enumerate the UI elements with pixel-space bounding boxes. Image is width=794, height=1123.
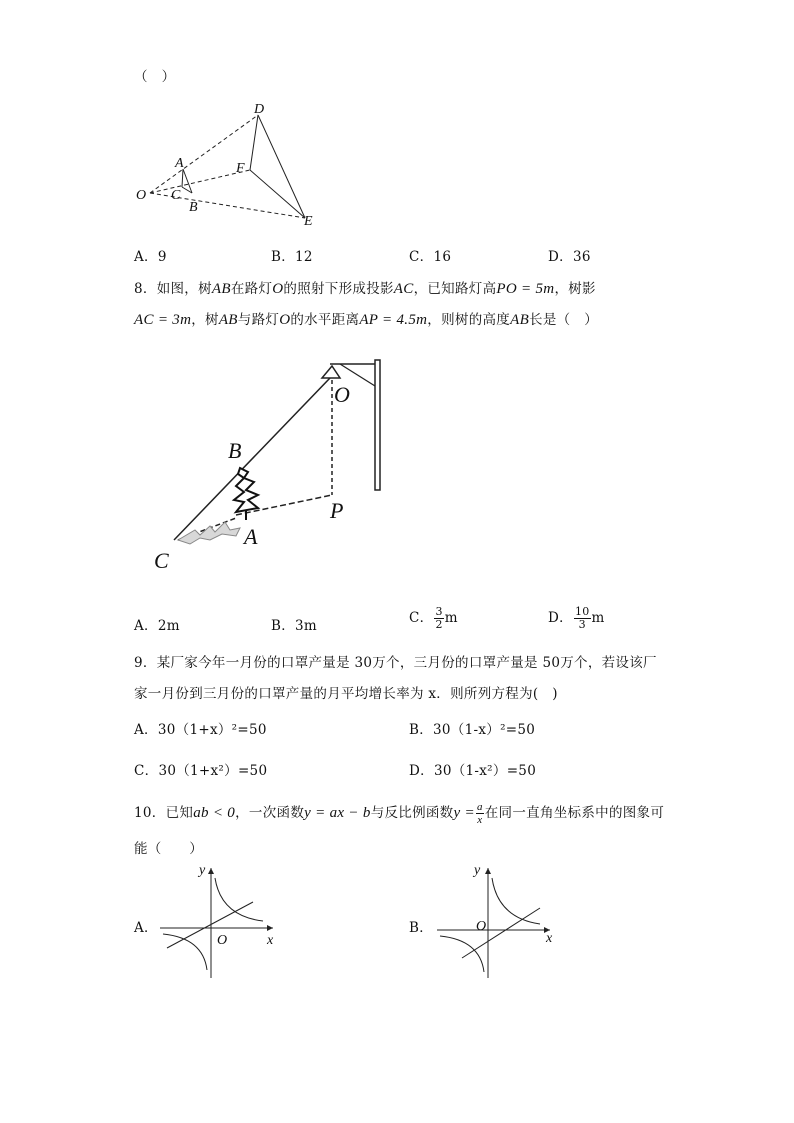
hyperbola-a-q1 xyxy=(215,878,263,921)
q8-option-a[interactable]: A．2m xyxy=(134,618,180,634)
q8-label-p: P xyxy=(330,498,344,523)
q7-label-c: C xyxy=(171,188,181,203)
q10a-label-o: O xyxy=(217,933,228,948)
q7-line-ab xyxy=(183,169,192,193)
q8-ray-co xyxy=(174,378,330,540)
lamp-icon xyxy=(322,366,340,378)
q9-option-b[interactable]: B．30（1-x）²=50 xyxy=(409,722,536,738)
hyperbola-a-q3 xyxy=(163,934,207,970)
q7-label-d: D xyxy=(254,102,265,117)
line-b xyxy=(462,908,540,958)
q10b-label-o: O xyxy=(476,919,487,934)
q8-label-b: B xyxy=(228,438,242,463)
q7-label-o: O xyxy=(136,188,147,203)
q10b-label-x: x xyxy=(546,931,553,946)
q10-graph-a[interactable] xyxy=(155,858,285,983)
q9-option-c[interactable]: C．30（1+x²）=50 xyxy=(134,763,268,779)
tree-icon xyxy=(234,468,258,512)
q9-stem-line1: 9．某厂家今年一月份的口罩产量是 30万个，三月份的口罩产量是 50万个，若设该厂 xyxy=(134,655,657,671)
q9-option-a[interactable]: A．30（1+x）²=50 xyxy=(134,722,267,738)
hyperbola-b-q3 xyxy=(440,936,484,972)
q9-stem-line2: 家一月份到三月份的口罩产量的月平均增长率为 x．则所列方程为( ) xyxy=(134,686,558,702)
q8-stem-line1: 8．如图，树AB在路灯O的照射下形成投影AC，已知路灯高PO = 5m，树影 xyxy=(134,281,596,297)
line-a xyxy=(167,902,253,948)
q10-stem-line1: 10．已知ab < 0，一次函数y = ax − b与反比例函数y = $\frac{a}{x}$ 在同一直角坐标系中的图象可 xyxy=(134,801,665,826)
q7-label-f: F xyxy=(236,161,245,176)
q7-figure xyxy=(130,95,330,235)
q8-option-b[interactable]: B．3m xyxy=(271,618,318,634)
q8-label-a: A xyxy=(244,524,258,549)
q10a-label-x: x xyxy=(267,933,274,948)
q10a-label-y: y xyxy=(199,863,206,878)
q10-graph-b[interactable] xyxy=(432,858,562,983)
q7-label-e: E xyxy=(304,214,313,229)
q7-line-od xyxy=(150,115,258,193)
q8-option-c[interactable]: C． $\frac{3}{2}$ m xyxy=(409,605,458,631)
q7-label-b: B xyxy=(189,200,198,215)
q8-figure xyxy=(140,350,400,580)
q10-option-b-label[interactable]: B． xyxy=(409,920,434,936)
q7-line-de xyxy=(258,115,305,218)
q7-option-c[interactable]: C．16 xyxy=(409,249,452,265)
q7-option-a[interactable]: A．9 xyxy=(134,249,167,265)
lamp-pole xyxy=(375,360,380,490)
q7-option-d[interactable]: D．36 xyxy=(548,249,591,265)
q8-label-c: C xyxy=(154,548,169,573)
q7-option-b[interactable]: B．12 xyxy=(271,249,313,265)
q7-line-fe xyxy=(250,170,305,218)
q10-stem-line2: 能（ ） xyxy=(134,841,203,857)
q9-option-d[interactable]: D．30（1-x²）=50 xyxy=(409,763,537,779)
q7-label-a: A xyxy=(175,156,184,171)
q7-line-ac xyxy=(182,169,183,187)
q7-line-df xyxy=(250,115,258,170)
q8-option-d[interactable]: D． $\frac{10}{3}$ m xyxy=(548,605,605,631)
hyperbola-b-q1 xyxy=(492,878,540,924)
q10-option-a-label[interactable]: A． xyxy=(134,920,158,936)
q7-line-of xyxy=(150,170,250,193)
q8-label-o: O xyxy=(334,382,350,407)
q8-stem-line2: AC = 3m，树AB与路灯O的水平距离AP = 4.5m，则树的高度AB长是（ ） xyxy=(134,312,599,328)
q7-bracket: （ ） xyxy=(134,69,176,85)
q10b-label-y: y xyxy=(474,863,481,878)
